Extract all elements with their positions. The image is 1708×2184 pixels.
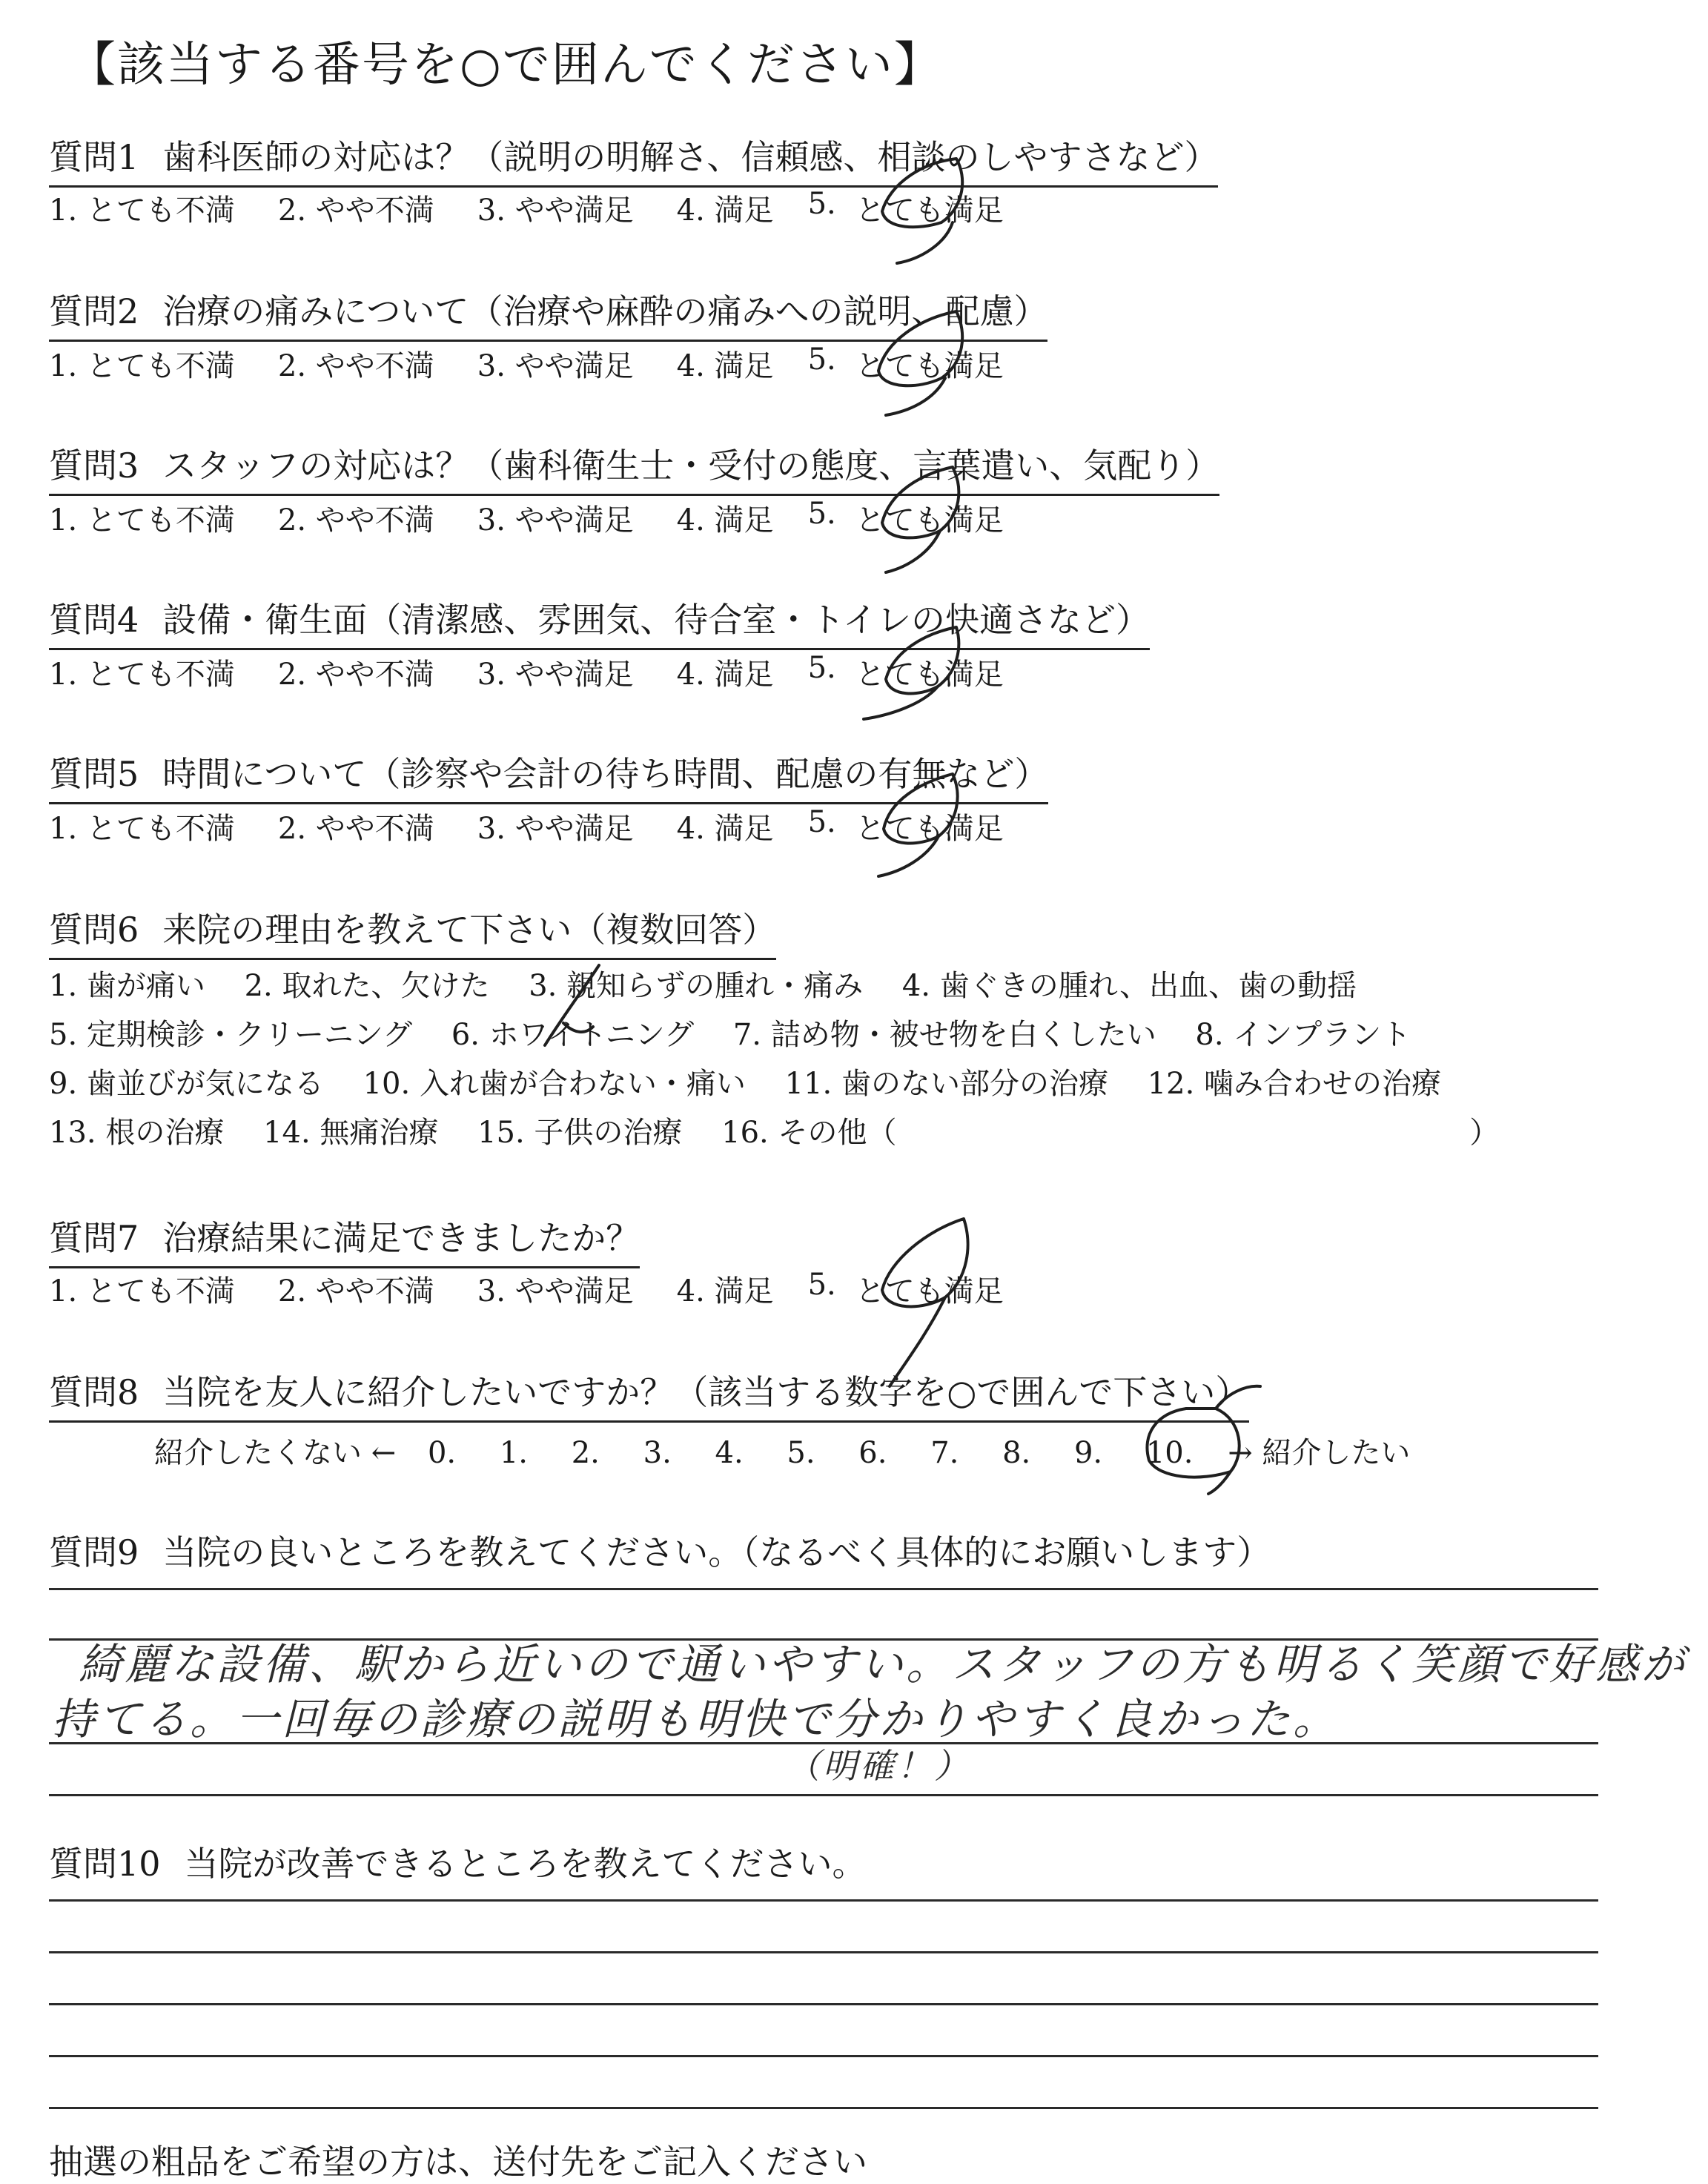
q6-opt-10[interactable]: 10. 入れ歯が合わない・痛い bbox=[363, 1067, 746, 1101]
q8-num-9[interactable]: 9. bbox=[1073, 1436, 1103, 1470]
q6-opt-12[interactable]: 12. 噛み合わせの治療 bbox=[1147, 1067, 1442, 1101]
q4-text: 設備・衛生面（清潔感、雰囲気、待合室・トイレの快適さなど） bbox=[162, 600, 1150, 640]
q2-number: 質問2 bbox=[49, 291, 139, 331]
q4-opt-5[interactable]: 5. bbox=[807, 651, 836, 685]
q6-text: 来院の理由を教えて下さい（複数回答） bbox=[162, 910, 777, 950]
q7-opt-5-label: とても満足 bbox=[855, 1274, 1004, 1308]
q1-circle-mark bbox=[882, 159, 962, 263]
q7-opt-2[interactable]: 2. やや不満 bbox=[277, 1274, 434, 1308]
q6-opt-7[interactable]: 7. 詰め物・被せ物を白くしたい bbox=[732, 1018, 1156, 1052]
q8-num-10[interactable]: 10. bbox=[1145, 1436, 1194, 1470]
q6-check-mark bbox=[545, 965, 599, 1045]
q10-text: 当院が改善できるところを教えてください。 bbox=[184, 1844, 867, 1884]
q5-opt-5[interactable]: 5. bbox=[807, 805, 836, 839]
q6-opt-5[interactable]: 5. 定期検診・クリーニング bbox=[49, 1018, 413, 1052]
q1-opt-1[interactable]: 1. とても不満 bbox=[49, 193, 235, 228]
q8-num-0[interactable]: 0. bbox=[427, 1436, 457, 1470]
q6-opt-9[interactable]: 9. 歯並びが気になる bbox=[49, 1067, 324, 1101]
q2-opt-2[interactable]: 2. やや不満 bbox=[277, 349, 434, 383]
q1-opt-5-label: とても満足 bbox=[855, 193, 1004, 228]
q2-circle-mark bbox=[878, 311, 962, 415]
q1-text: 歯科医師の対応は？（説明の明解さ、信頼感、相談のしやすさなど） bbox=[162, 137, 1219, 177]
q7-opt-4[interactable]: 4. 満足 bbox=[676, 1274, 774, 1308]
q6-opt-13[interactable]: 13. 根の治療 bbox=[49, 1116, 225, 1150]
q8-num-5[interactable]: 5. bbox=[787, 1436, 815, 1470]
q1-opt-3[interactable]: 3. やや満足 bbox=[477, 193, 634, 228]
q1-number: 質問1 bbox=[49, 137, 139, 177]
q4-opt-5-label: とても満足 bbox=[855, 658, 1004, 692]
q5-text: 時間について（診察や会計の待ち時間、配慮の有無など） bbox=[162, 754, 1049, 794]
q6-opt-8[interactable]: 8. インプラント bbox=[1195, 1018, 1411, 1052]
q8-number: 質問8 bbox=[49, 1372, 139, 1412]
q6-opt-14[interactable]: 14. 無痛治療 bbox=[263, 1116, 439, 1150]
q9-number: 質問9 bbox=[49, 1532, 139, 1572]
q4-number: 質問4 bbox=[49, 600, 139, 640]
q8-num-2[interactable]: 2. bbox=[571, 1436, 600, 1470]
q3-text: スタッフの対応は？（歯科衛生士・受付の態度、言葉遣い、気配り） bbox=[162, 446, 1220, 486]
q1-opt-4[interactable]: 4. 満足 bbox=[676, 193, 774, 228]
q3-opt-1[interactable]: 1. とても不満 bbox=[49, 503, 235, 537]
q6-opt-2[interactable]: 2. 取れた、欠けた bbox=[244, 969, 490, 1003]
q8-num-8[interactable]: 8. bbox=[1002, 1436, 1031, 1470]
q2-opt-4[interactable]: 4. 満足 bbox=[676, 349, 774, 383]
q4-opt-3[interactable]: 3. やや満足 bbox=[477, 658, 634, 692]
q2-opt-5[interactable]: 5. bbox=[807, 343, 836, 377]
q9-answer-text-2: 持てる。一回毎の診療の説明も明快で分かりやすく良かった。 bbox=[52, 1694, 1340, 1744]
q6-opt-11[interactable]: 11. 歯のない部分の治療 bbox=[784, 1067, 1108, 1101]
q8-num-7[interactable]: 7. bbox=[930, 1436, 959, 1470]
q3-opt-5-label: とても満足 bbox=[855, 503, 1004, 537]
q2-opt-3[interactable]: 3. やや満足 bbox=[477, 349, 634, 383]
q3-circle-mark bbox=[882, 467, 959, 572]
q8-num-6[interactable]: 6. bbox=[858, 1436, 887, 1470]
q8-right-label: → 紹介したい bbox=[1228, 1436, 1411, 1470]
q5-opt-1[interactable]: 1. とても不満 bbox=[49, 812, 235, 846]
q4-opt-1[interactable]: 1. とても不満 bbox=[49, 658, 235, 692]
q2-opt-1[interactable]: 1. とても不満 bbox=[49, 349, 235, 383]
q4-circle-mark bbox=[864, 627, 959, 719]
q7-opt-1[interactable]: 1. とても不満 bbox=[49, 1274, 235, 1308]
q5-number: 質問5 bbox=[49, 754, 139, 794]
q10-number: 質問10 bbox=[49, 1844, 161, 1884]
q3-opt-4[interactable]: 4. 満足 bbox=[676, 503, 774, 537]
footer-text: 抽選の粗品をご希望の方は、送付先をご記入ください bbox=[49, 2142, 867, 2182]
q5-opt-2[interactable]: 2. やや不満 bbox=[277, 812, 434, 846]
form-title: 【該当する番号を○で囲んでください】 bbox=[68, 38, 943, 93]
q5-circle-mark bbox=[878, 774, 958, 876]
q8-left-label: 紹介したくない ← bbox=[154, 1436, 397, 1470]
q6-opt-4[interactable]: 4. 歯ぐきの腫れ、出血、歯の動揺 bbox=[901, 969, 1357, 1003]
q2-opt-5-label: とても満足 bbox=[855, 349, 1004, 383]
q3-opt-3[interactable]: 3. やや満足 bbox=[477, 503, 634, 537]
q8-num-1[interactable]: 1. bbox=[499, 1436, 529, 1470]
q9-answer-text-1: 綺麗な設備、駅から近いので通いやすい。スタッフの方も明るく笑顔で好感が bbox=[79, 1639, 1688, 1690]
q7-opt-3[interactable]: 3. やや満足 bbox=[477, 1274, 634, 1308]
q6-opt-1[interactable]: 1. 歯が痛い bbox=[49, 969, 205, 1003]
q3-opt-2[interactable]: 2. やや不満 bbox=[277, 503, 434, 537]
q6-opt-16-close: ） bbox=[1469, 1116, 1500, 1150]
q6-opt-15[interactable]: 15. 子供の治療 bbox=[477, 1116, 683, 1150]
q6-number: 質問6 bbox=[49, 910, 139, 950]
q7-text: 治療結果に満足できましたか？ bbox=[162, 1218, 640, 1258]
q4-opt-4[interactable]: 4. 満足 bbox=[676, 658, 774, 692]
q2-text: 治療の痛みについて（治療や麻酔の痛みへの説明、配慮） bbox=[162, 291, 1048, 331]
q8-text: 当院を友人に紹介したいですか？（該当する数字を○で囲んで下さい） bbox=[162, 1372, 1250, 1412]
q8-num-3[interactable]: 3. bbox=[643, 1436, 672, 1470]
q7-circle-mark bbox=[882, 1219, 968, 1386]
q7-number: 質問7 bbox=[49, 1218, 139, 1258]
q4-opt-2[interactable]: 2. やや不満 bbox=[277, 658, 434, 692]
q1-opt-5[interactable]: 5. bbox=[807, 187, 836, 221]
q9-text: 当院の良いところを教えてください。（なるべく具体的にお願いします） bbox=[162, 1532, 1271, 1572]
q5-opt-4[interactable]: 4. 満足 bbox=[676, 812, 774, 846]
q8-num-4[interactable]: 4. bbox=[715, 1436, 744, 1470]
q6-opt-3[interactable]: 3. 親知らずの腫れ・痛み bbox=[529, 969, 864, 1003]
q1-opt-2[interactable]: 2. やや不満 bbox=[277, 193, 434, 228]
q5-opt-5-label: とても満足 bbox=[855, 812, 1004, 846]
q7-opt-5[interactable]: 5. bbox=[807, 1268, 836, 1302]
q3-number: 質問3 bbox=[49, 446, 139, 486]
q6-opt-6[interactable]: 6. ホワイトニング bbox=[451, 1018, 695, 1052]
q3-opt-5[interactable]: 5. bbox=[807, 497, 836, 531]
q6-opt-16[interactable]: 16. その他（ bbox=[721, 1116, 897, 1150]
q5-opt-3[interactable]: 3. やや満足 bbox=[477, 812, 634, 846]
q8-circle-mark bbox=[1147, 1386, 1260, 1494]
q9-answer-note: （明確！） bbox=[786, 1746, 971, 1786]
